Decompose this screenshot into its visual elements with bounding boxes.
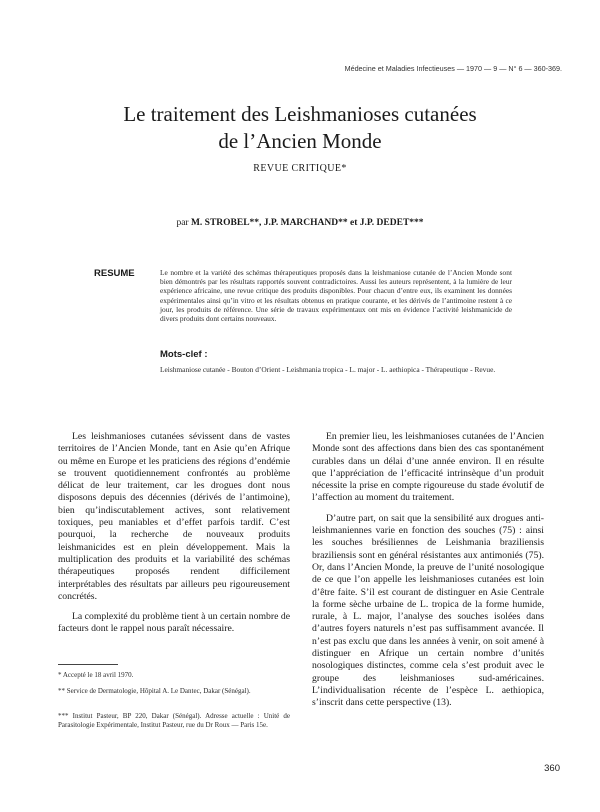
keywords-heading: Mots-clef : — [160, 349, 208, 360]
footnote-affiliation-1: ** Service de Dermatologie, Hôpital A. Le Dantec, Dakar (Sénégal). — [58, 687, 251, 695]
page-number: 360 — [544, 763, 560, 774]
footnote-affiliation-2: *** Institut Pasteur, BP 220, Dakar (Sénégal). Adresse actuelle : Unité de Parasitologie Expérimentale, Institut Pasteur, rue du Dr Roux — Paris 15e. — [58, 712, 290, 729]
title-line-1: Le traitement des Leishmanioses cutanées — [123, 102, 477, 126]
article-subtitle: REVUE CRITIQUE* — [253, 163, 347, 174]
right-paragraph: En premier lieu, les leishmanioses cutanées de l’Ancien Monde sont des affections dans bien des cas spontanément curables dans un délai d’une année environ. Il en résulte que l’appréciation de l’efficacité intrinsèque d’un produit nécessite la prise en compte rigoureuse du stade évolutif de l’affection au moment du traitement. — [312, 431, 544, 504]
left-paragraph: La complexité du problème tient à un certain nombre de facteurs dont le rappel nous paraît nécessaire. — [58, 611, 290, 635]
authors-line — [0, 218, 600, 228]
authors-prefix: par — [176, 218, 191, 228]
footnote-rule — [58, 664, 118, 665]
article-title — [0, 101, 600, 155]
resume-heading: RESUME — [94, 268, 135, 279]
footnote-accepted: * Accepté le 18 avril 1970. — [58, 671, 134, 679]
left-paragraph: Les leishmanioses cutanées sévissent dans de vastes territoires de l’Ancien Monde, tant en Asie qu’en Afrique ou même en Europe et les praticiens des régions d’endémie se trouvent quotidiennement confrontés au problème délicat de leur traitement, car les drogues dont nous disposons depuis des décennies (dérivés de l’antimoine), bien qu’indiscutablement actives, sont relativement toxiques, peu maniables et d’effet parfois tardif. C’est pourquoi, la recherche de nouveaux produits leishmanicides est en plein développement. Mais la multiplication des produits et la variabilité des schémas thérapeutiques proposés rendent difficilement interprétables des résultats par ailleurs peu rigoureusement concrétés. — [58, 431, 290, 602]
right-paragraph: D’autre part, on sait que la sensibilité aux drogues anti-leishmaniennes varie en fonction des souches (75) : ainsi les souches brésiliennes de Leishmania braziliensis braziliensis sont en général résistantes aux antimoniés (75). Or, dans l’Ancien Monde, la preuve de l’unité nosologique de ce que l’on appelle les leishmanioses cutanées est loin d’être faite. S’il est courant de distinguer en Asie Centrale la forme sèche urbaine de L. tropica de la forme humide, rurale, à L. major, l’analyse des souches isolées dans d’autres foyers naturels n’est pas suffisamment avancée. Il n’est pas exclu que dans les années à venir, on soit amené à distinguer en Afrique un certain nombre d’unités nosologiques distinctes, comme cela s’est produit avec le groupe des leishmanioses sud-américaines. L’individualisation récente de l’espèce L. aethiopica, s’inscrit dans cette perspective (13). — [312, 512, 544, 709]
title-line-2: de l’Ancien Monde — [218, 129, 382, 153]
right-column — [312, 431, 544, 710]
resume-text: Le nombre et la variété des schémas thérapeutiques proposés dans la leishmaniose cutanée de l’Ancien Monde sont bien démontrés par les résultats rapportés souvent contradictoires. Aussi les auteurs représentent, à la lumière de leur expérience africaine, une revue critique des produits disponibles. Pour chacun d’entre eux, ils examinent les données expérimentales ainsi qu’in vitro et les résultats obtenus en pratique courante, et les dérivés de l’antimoine restent à ce jour, les produits de référence. Une série de travaux expérimentaux ont mis en évidence l’activité leishmanicide de divers produits dont certains nouveaux. — [160, 268, 512, 324]
running-head: Médecine et Maladies Infectieuses — 1970 — 9 — N° 6 — 360-369. — [344, 64, 562, 73]
left-column — [58, 431, 290, 636]
keywords-text: Leishmaniose cutanée - Bouton d’Orient - Leishmania tropica - L. major - L. aethiopica - Thérapeutique - Revue. — [160, 365, 496, 374]
authors-names: M. STROBEL**, J.P. MARCHAND** et J.P. DEDET*** — [190, 218, 424, 228]
